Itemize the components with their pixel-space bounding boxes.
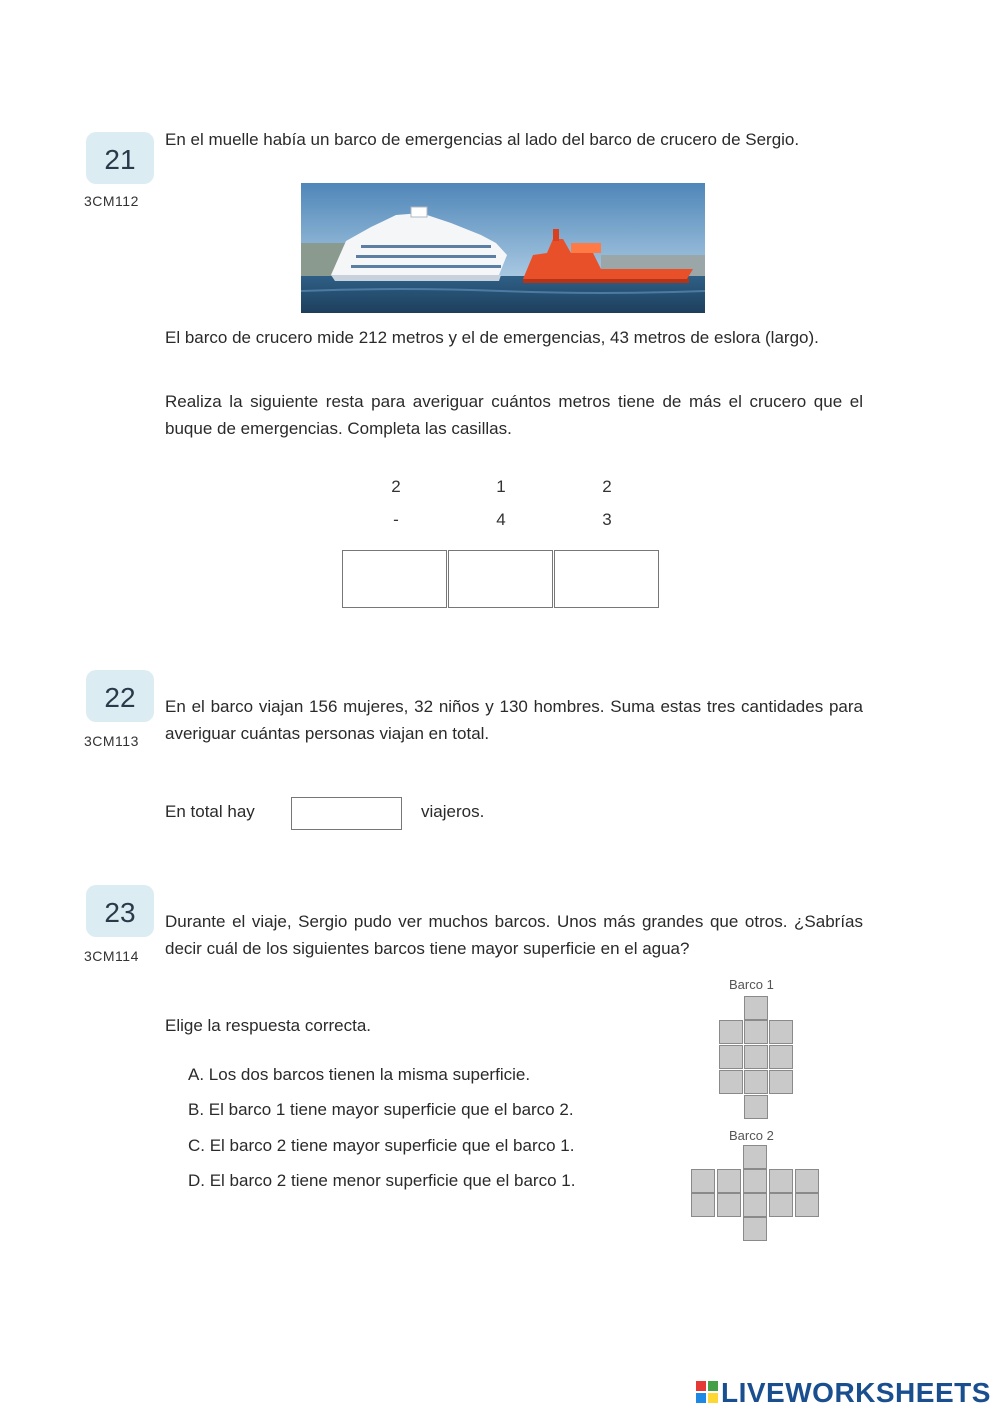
grid-cell xyxy=(769,1169,793,1193)
question-number-badge: 23 xyxy=(86,885,154,937)
question-21-info: El barco de crucero mide 212 metros y el de emergencias, 43 metros de eslora (largo). xyxy=(165,328,819,347)
question-code: 3CM112 xyxy=(84,193,139,209)
grid-cell xyxy=(744,996,768,1020)
question-number-badge: 22 xyxy=(86,670,154,722)
question-number-badge: 21 xyxy=(86,132,154,184)
grid-cell xyxy=(691,1169,715,1193)
answer-suffix: viajeros. xyxy=(421,802,485,821)
grid-cell xyxy=(769,1070,793,1094)
grid-cell xyxy=(743,1217,767,1241)
question-21-intro: En el muelle había un barco de emergencias al lado del barco de crucero de Sergio. xyxy=(165,130,800,149)
grid-cell xyxy=(743,1193,767,1217)
grid-cell xyxy=(744,1020,768,1044)
total-travelers-input[interactable] xyxy=(291,797,402,830)
grid-cell xyxy=(719,1070,743,1094)
subtrahend-digit: 4 xyxy=(496,510,506,529)
barco-1-label: Barco 1 xyxy=(729,977,774,992)
question-code: 3CM113 xyxy=(84,733,139,749)
grid-cell xyxy=(717,1169,741,1193)
answer-prefix: En total hay xyxy=(165,802,255,821)
grid-cell xyxy=(744,1095,768,1119)
grid-cell xyxy=(769,1193,793,1217)
minuend-digit: 2 xyxy=(391,477,401,496)
barco-2-label: Barco 2 xyxy=(729,1128,774,1143)
grid-cell xyxy=(691,1193,715,1217)
question-22-text: En el barco viajan 156 mujeres, 32 niños y 130 hombres. Suma estas tres cantidades para averiguar cuántas personas viajan en total. xyxy=(165,697,863,743)
question-21-instruction: Realiza la siguiente resta para averiguar cuántos metros tiene de más el crucero que el buque de emergencias. Completa las casillas. xyxy=(165,392,863,438)
question-23-prompt: Elige la respuesta correcta. xyxy=(165,1016,371,1035)
minuend-digit: 1 xyxy=(496,477,506,496)
answer-box-tens[interactable] xyxy=(448,550,553,608)
question-23-text: Durante el viaje, Sergio pudo ver muchos barcos. Unos más grandes que otros. ¿Sabrías decir cuál de los siguientes barcos tiene mayor superficie en el agua? xyxy=(165,912,863,958)
grid-cell xyxy=(769,1045,793,1069)
answer-box-hundreds[interactable] xyxy=(342,550,447,608)
question-code: 3CM114 xyxy=(84,948,139,964)
answer-box-units[interactable] xyxy=(554,550,659,608)
minus-sign: - xyxy=(393,510,399,529)
grid-cell xyxy=(719,1020,743,1044)
grid-cell xyxy=(769,1020,793,1044)
grid-cell xyxy=(795,1169,819,1193)
option-c[interactable]: C. El barco 2 tiene mayor superficie que el barco 1. xyxy=(188,1136,575,1155)
grid-cell xyxy=(795,1193,819,1217)
option-b[interactable]: B. El barco 1 tiene mayor superficie que el barco 2. xyxy=(188,1100,574,1119)
grid-cell xyxy=(719,1045,743,1069)
subtrahend-digit: 3 xyxy=(602,510,612,529)
option-d[interactable]: D. El barco 2 tiene menor superficie que el barco 1. xyxy=(188,1171,576,1190)
grid-cell xyxy=(743,1145,767,1169)
option-a[interactable]: A. Los dos barcos tienen la misma superficie. xyxy=(188,1065,531,1084)
grid-cell xyxy=(744,1070,768,1094)
grid-cell xyxy=(743,1169,767,1193)
grid-cell xyxy=(717,1193,741,1217)
liveworksheets-logo-icon xyxy=(696,1381,718,1403)
minuend-digit: 2 xyxy=(602,477,612,496)
grid-cell xyxy=(744,1045,768,1069)
liveworksheets-logo-text[interactable]: LIVEWORKSHEETS xyxy=(721,1377,991,1408)
ships-photo xyxy=(301,183,705,313)
